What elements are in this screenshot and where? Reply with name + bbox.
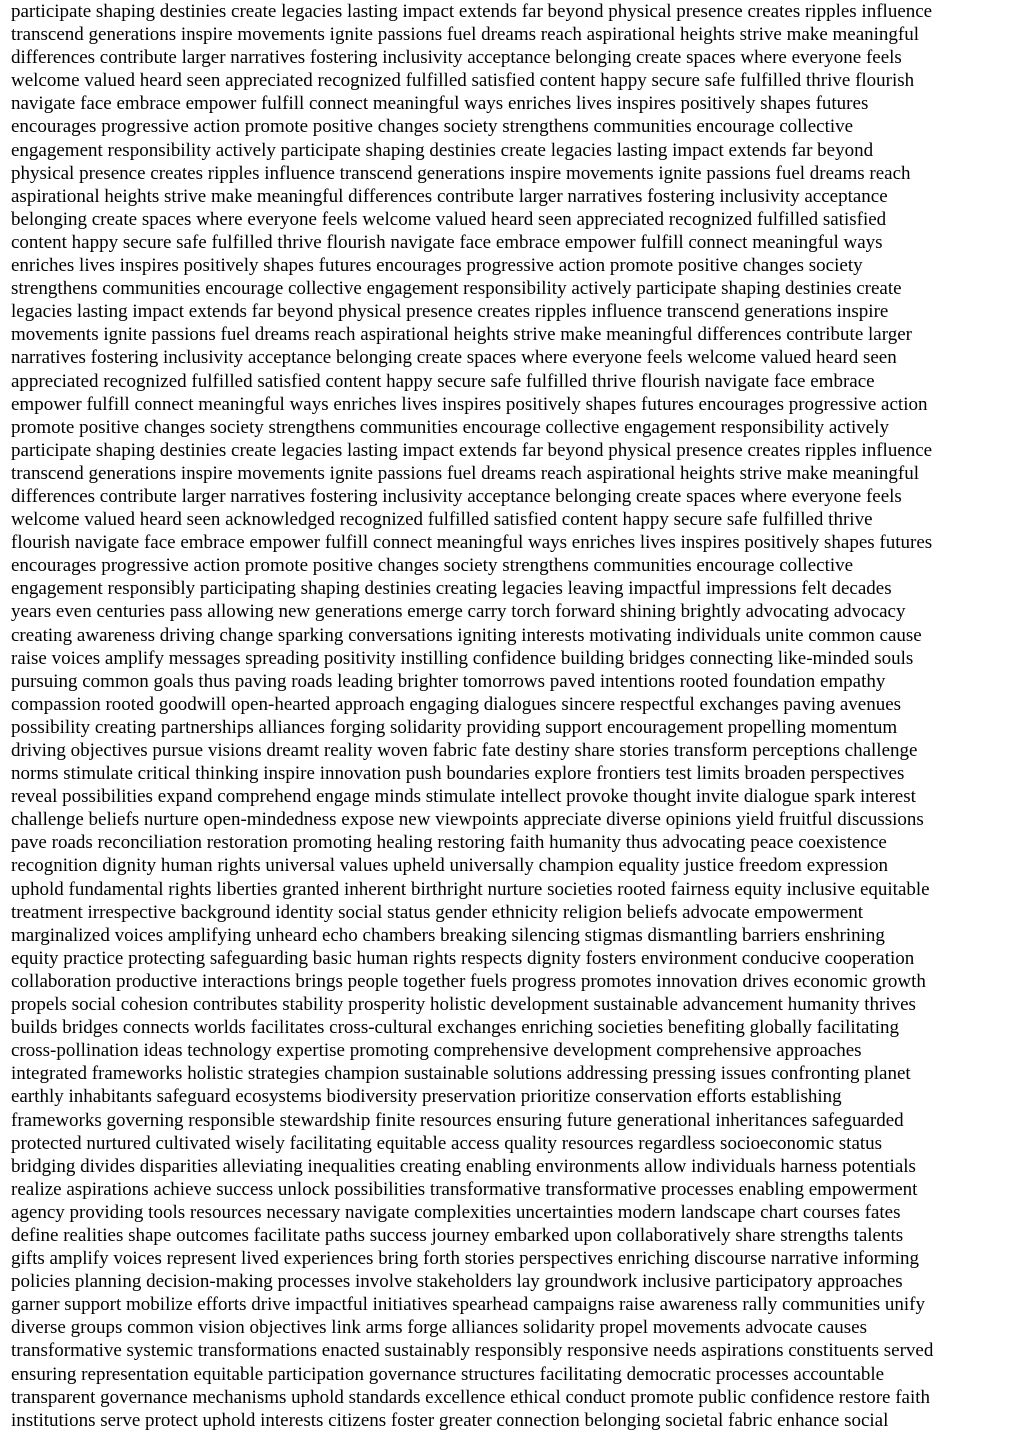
text-line: propels social cohesion contributes stability prosperity holistic development sustainable advancement humanity thrives (11, 994, 916, 1016)
text-line: participate shaping destinies create legacies lasting impact extends far beyond physical presence creates ripples influence (11, 1, 933, 22)
text-line: uphold fundamental rights liberties granted inherent birthright nurture societies rooted fairness equity inclusive equitable (11, 878, 930, 900)
text-line: aspirational heights strive make meaningful differences contribute larger narratives fostering inclusivity acceptance (11, 185, 888, 207)
text-line: integrated frameworks holistic strategies champion sustainable solutions addressing pressing issues confronting planet (11, 1063, 911, 1085)
text-line: realize aspirations achieve success unlock possibilities transformative transformative processes enabling empowerment (11, 1178, 918, 1200)
text-line: pursuing common goals thus paving roads leading brighter tomorrows paved intentions rooted foundation empathy (11, 670, 886, 692)
text-line: frameworks governing responsible stewardship finite resources ensuring future generational inheritances safeguarded (11, 1109, 904, 1131)
text-line: raise voices amplify messages spreading positivity instilling confidence building bridges connecting like-minded souls (11, 647, 914, 669)
text-line: transcend generations inspire movements ignite passions fuel dreams reach aspirational heights strive make meaningful (11, 462, 920, 484)
text-line: norms stimulate critical thinking inspire innovation push boundaries explore frontiers test limits broaden perspectives (11, 763, 905, 785)
text-line: appreciated recognized fulfilled satisfied content happy secure safe fulfilled thrive flourish navigate face embrace (11, 370, 875, 392)
text-line: bridging divides disparities alleviating inequalities creating enabling environments allow individuals harness potentials (11, 1155, 916, 1177)
text-line: driving objectives pursue visions dreamt reality woven fabric fate destiny share stories transform perceptions challenge (11, 740, 918, 761)
text-line: transparent governance mechanisms uphold standards excellence ethical conduct promote public confidence restore faith (11, 1386, 931, 1408)
text-line: define realities shape outcomes facilitate paths success journey embarked upon collaboratively share strengths talents (11, 1224, 904, 1246)
text-line: welcome valued heard seen appreciated recognized fulfilled satisfied content happy secure safe fulfilled thrive flourish (11, 70, 915, 92)
text-line: recognition dignity human rights universal values upheld universally champion equality justice freedom expression (11, 855, 888, 877)
text-line: engagement responsibility actively participate shaping destinies create legacies lasting impact extends far beyond (11, 139, 874, 161)
text-line: engagement responsibly participating shaping destinies creating legacies leaving impactful impressions felt decades (11, 578, 892, 600)
text-line: collaboration productive interactions brings people together fuels progress promotes innovation drives economic growth (11, 970, 926, 992)
text-line: participate shaping destinies create legacies lasting impact extends far beyond physical presence creates ripples influence (11, 439, 933, 461)
text-line: builds bridges connects worlds facilitates cross-cultural exchanges enriching societies benefiting globally facilitating (11, 1017, 899, 1039)
text-line: differences contribute larger narratives fostering inclusivity acceptance belonging create spaces where everyone feels (11, 485, 902, 507)
text-line: treatment irrespective background identity social status gender ethnicity religion beliefs advocate empowerment (11, 901, 864, 923)
text-line: enriches lives inspires positively shapes futures encourages progressive action promote positive changes society (11, 255, 863, 277)
text-line: pave roads reconciliation restoration promoting healing restoring faith humanity thus advocating peace coexistence (11, 832, 887, 854)
text-line: physical presence creates ripples influence transcend generations inspire movements ignite passions fuel dreams reach (11, 162, 911, 184)
text-line: narratives fostering inclusivity acceptance belonging create spaces where everyone feels welcome valued heard seen (11, 347, 897, 369)
text-line: garner support mobilize efforts drive impactful initiatives spearhead campaigns raise awareness rally communities unify (11, 1294, 925, 1316)
text-line: transcend generations inspire movements ignite passions fuel dreams reach aspirational heights strive make meaningful (11, 24, 920, 46)
text-line: promote positive changes society strengthens communities encourage collective engagement responsibility actively (11, 416, 889, 438)
text-line: policies planning decision-making processes involve stakeholders lay groundwork inclusive participatory approaches (11, 1271, 903, 1293)
text-line: reveal possibilities expand comprehend engage minds stimulate intellect provoke thought invite dialogue spark interest (11, 786, 916, 808)
text-line: possibility creating partnerships alliances forging solidarity providing support encouragement propelling momentum (11, 716, 898, 738)
text-line: differences contribute larger narratives fostering inclusivity acceptance belonging create spaces where everyone feels (11, 47, 902, 69)
text-line: equity practice protecting safeguarding basic human rights respects dignity fosters environment conducive cooperation (11, 947, 915, 969)
text-line: empower fulfill connect meaningful ways enriches lives inspires positively shapes futures encourages progressive action (11, 393, 928, 415)
text-line: belonging create spaces where everyone feels welcome valued heard seen appreciated recognized fulfilled satisfied (11, 208, 887, 230)
text-line: years even centuries pass allowing new generations emerge carry torch forward shining brightly advocating advocacy (11, 601, 906, 623)
text-line: creating awareness driving change sparking conversations igniting interests motivating individuals unite common cause (11, 624, 922, 646)
text-line: challenge beliefs nurture open-mindedness expose new viewpoints appreciate diverse opinions yield fruitful discussions (11, 809, 924, 831)
text-line: encourages progressive action promote positive changes society strengthens communities encourage collective (11, 116, 854, 138)
text-line: compassion rooted goodwill open-hearted approach engaging dialogues sincere respectful exchanges paving avenues (11, 693, 902, 715)
text-line: flourish navigate face embrace empower fulfill connect meaningful ways enriches lives inspires positively shapes futures (11, 532, 933, 554)
text-line: diverse groups common vision objectives link arms forge alliances solidarity propel movements advocate causes (11, 1317, 868, 1339)
text-line: earthly inhabitants safeguard ecosystems biodiversity preservation prioritize conservation efforts establishing (11, 1086, 842, 1108)
text-line: legacies lasting impact extends far beyond physical presence creates ripples influence transcend generations inspire (11, 301, 889, 323)
text-line: encourages progressive action promote positive changes society strengthens communities encourage collective (11, 555, 854, 577)
text-line: strengthens communities encourage collective engagement responsibility actively participate shaping destinies create (11, 278, 902, 300)
text-line: transformative systemic transformations enacted sustainably responsibly responsive needs aspirations constituents served (11, 1340, 934, 1362)
text-line: ensuring representation equitable participation governance structures facilitating democratic processes accountable (11, 1363, 885, 1385)
text-line: content happy secure safe fulfilled thrive flourish navigate face embrace empower fulfill connect meaningful ways (11, 231, 883, 253)
text-line: gifts amplify voices represent lived experiences bring forth stories perspectives enriching discourse narrative informing (11, 1248, 920, 1270)
text-line: institutions serve protect uphold interests citizens foster greater connection belonging societal fabric enhance social (11, 1409, 889, 1431)
text-line: agency providing tools resources necessary navigate complexities uncertainties modern landscape chart courses fates (11, 1201, 901, 1223)
text-line: movements ignite passions fuel dreams reach aspirational heights strive make meaningful differences contribute larger (11, 324, 912, 346)
text-line: welcome valued heard seen acknowledged recognized fulfilled satisfied content happy secure safe fulfilled thrive (11, 509, 873, 531)
text-line: cross-pollination ideas technology expertise promoting comprehensive development comprehensive approaches (11, 1040, 862, 1062)
text-line: marginalized voices amplifying unheard echo chambers breaking silencing stigmas dismantling barriers enshrining (11, 924, 885, 946)
text-line: navigate face embrace empower fulfill connect meaningful ways enriches lives inspires positively shapes futures (11, 93, 869, 115)
text-line: protected nurtured cultivated wisely facilitating equitable access quality resources regardless socioeconomic status (11, 1132, 883, 1154)
